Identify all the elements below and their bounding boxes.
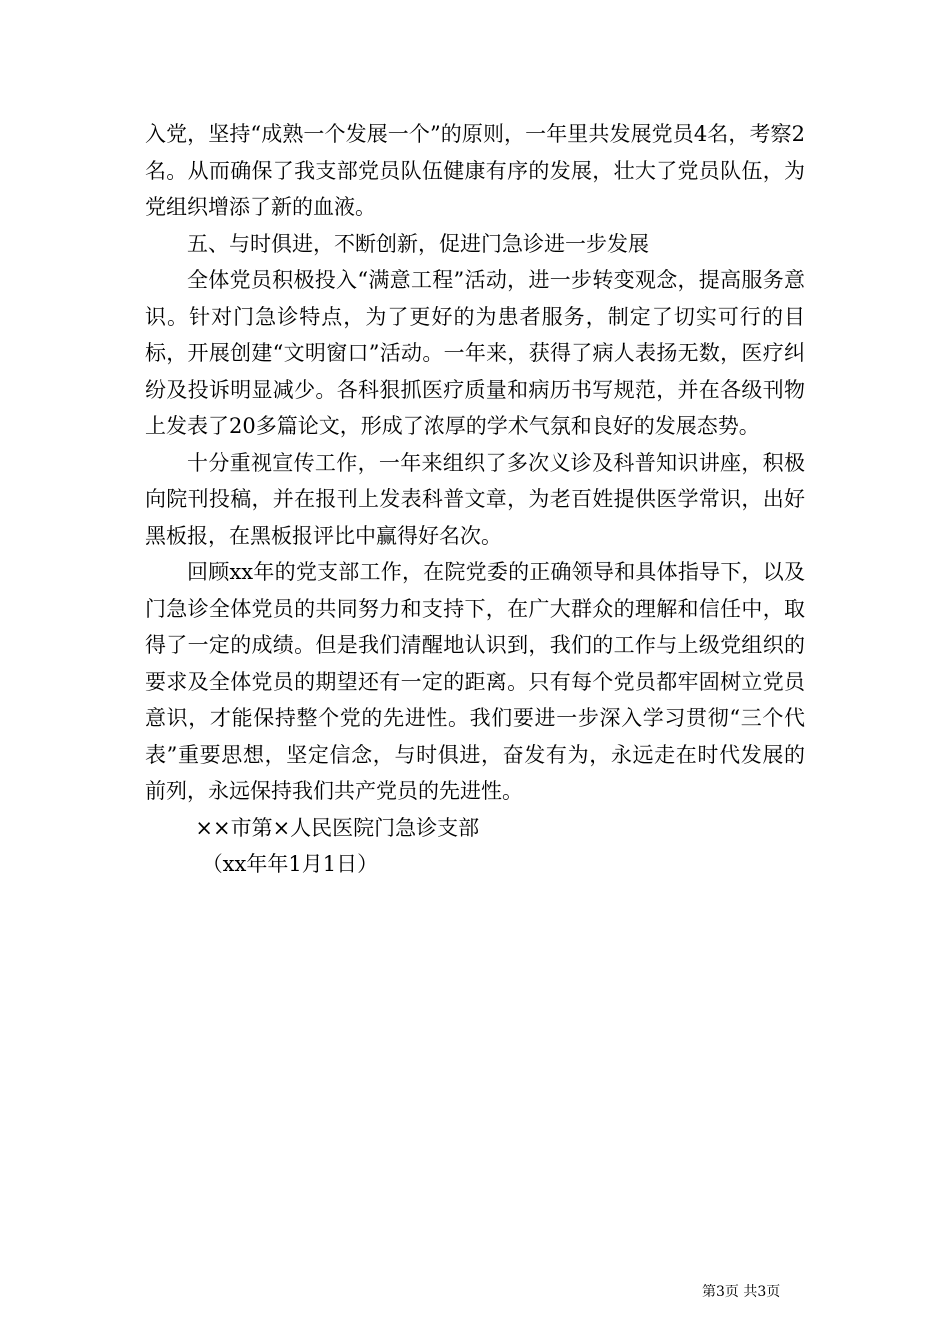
paragraph-review-summary: 回顾xx年的党支部工作，在院党委的正确领导和具体指导下，以及门急诊全体党员的共同努力和支持下，在广大群众的理解和信任中，取得了一定的成绩。但是我们清醒地认识到，我们的工作与上级党组织的要求及全体党员的期望还有一定的距离。只有每个党员都牢固树立党员意识，才能保持整个党的先进性。我们要进一步深入学习贯彻“三个代表”重要思想，坚定信念，与时俱进，奋发有为，永远走在时代发展的前列，永远保持我们共产党员的先进性。 bbox=[145, 560, 805, 803]
paragraph-satisfaction-project: 全体党员积极投入“满意工程”活动，进一步转变观念，提高服务意识。针对门急诊特点，为了更好的为患者服务，制定了切实可行的目标，开展创建“文明窗口”活动。一年来，获得了病人表扬无数，医疗纠纷及投诉明显减少。各科狠抓医疗质量和病历书写规范，并在各级刊物上发表了20多篇论文，形成了浓厚的学术气氛和良好的发展态势。 bbox=[145, 268, 805, 438]
signature-line: ××市第×人民医院门急诊支部 bbox=[195, 815, 480, 840]
document-body bbox=[145, 116, 805, 883]
date-line: （xx年年1月1日） bbox=[201, 852, 379, 876]
paragraph-continuation: 入党，坚持“成熟一个发展一个”的原则，一年里共发展党员4名，考察2名。从而确保了我支部党员队伍健康有序的发展，壮大了党员队伍，为党组织增添了新的血液。 bbox=[145, 122, 805, 219]
page-number-footer: 第3页 共3页 bbox=[702, 1284, 781, 1300]
paragraph-publicity-work: 十分重视宣传工作，一年来组织了多次义诊及科普知识讲座，积极向院刊投稿，并在报刊上发表科普文章，为老百姓提供医学常识，出好黑板报，在黑板报评比中赢得好名次。 bbox=[145, 450, 805, 548]
section-heading: 五、与时俱进，不断创新，促进门急诊进一步发展 bbox=[187, 231, 649, 256]
